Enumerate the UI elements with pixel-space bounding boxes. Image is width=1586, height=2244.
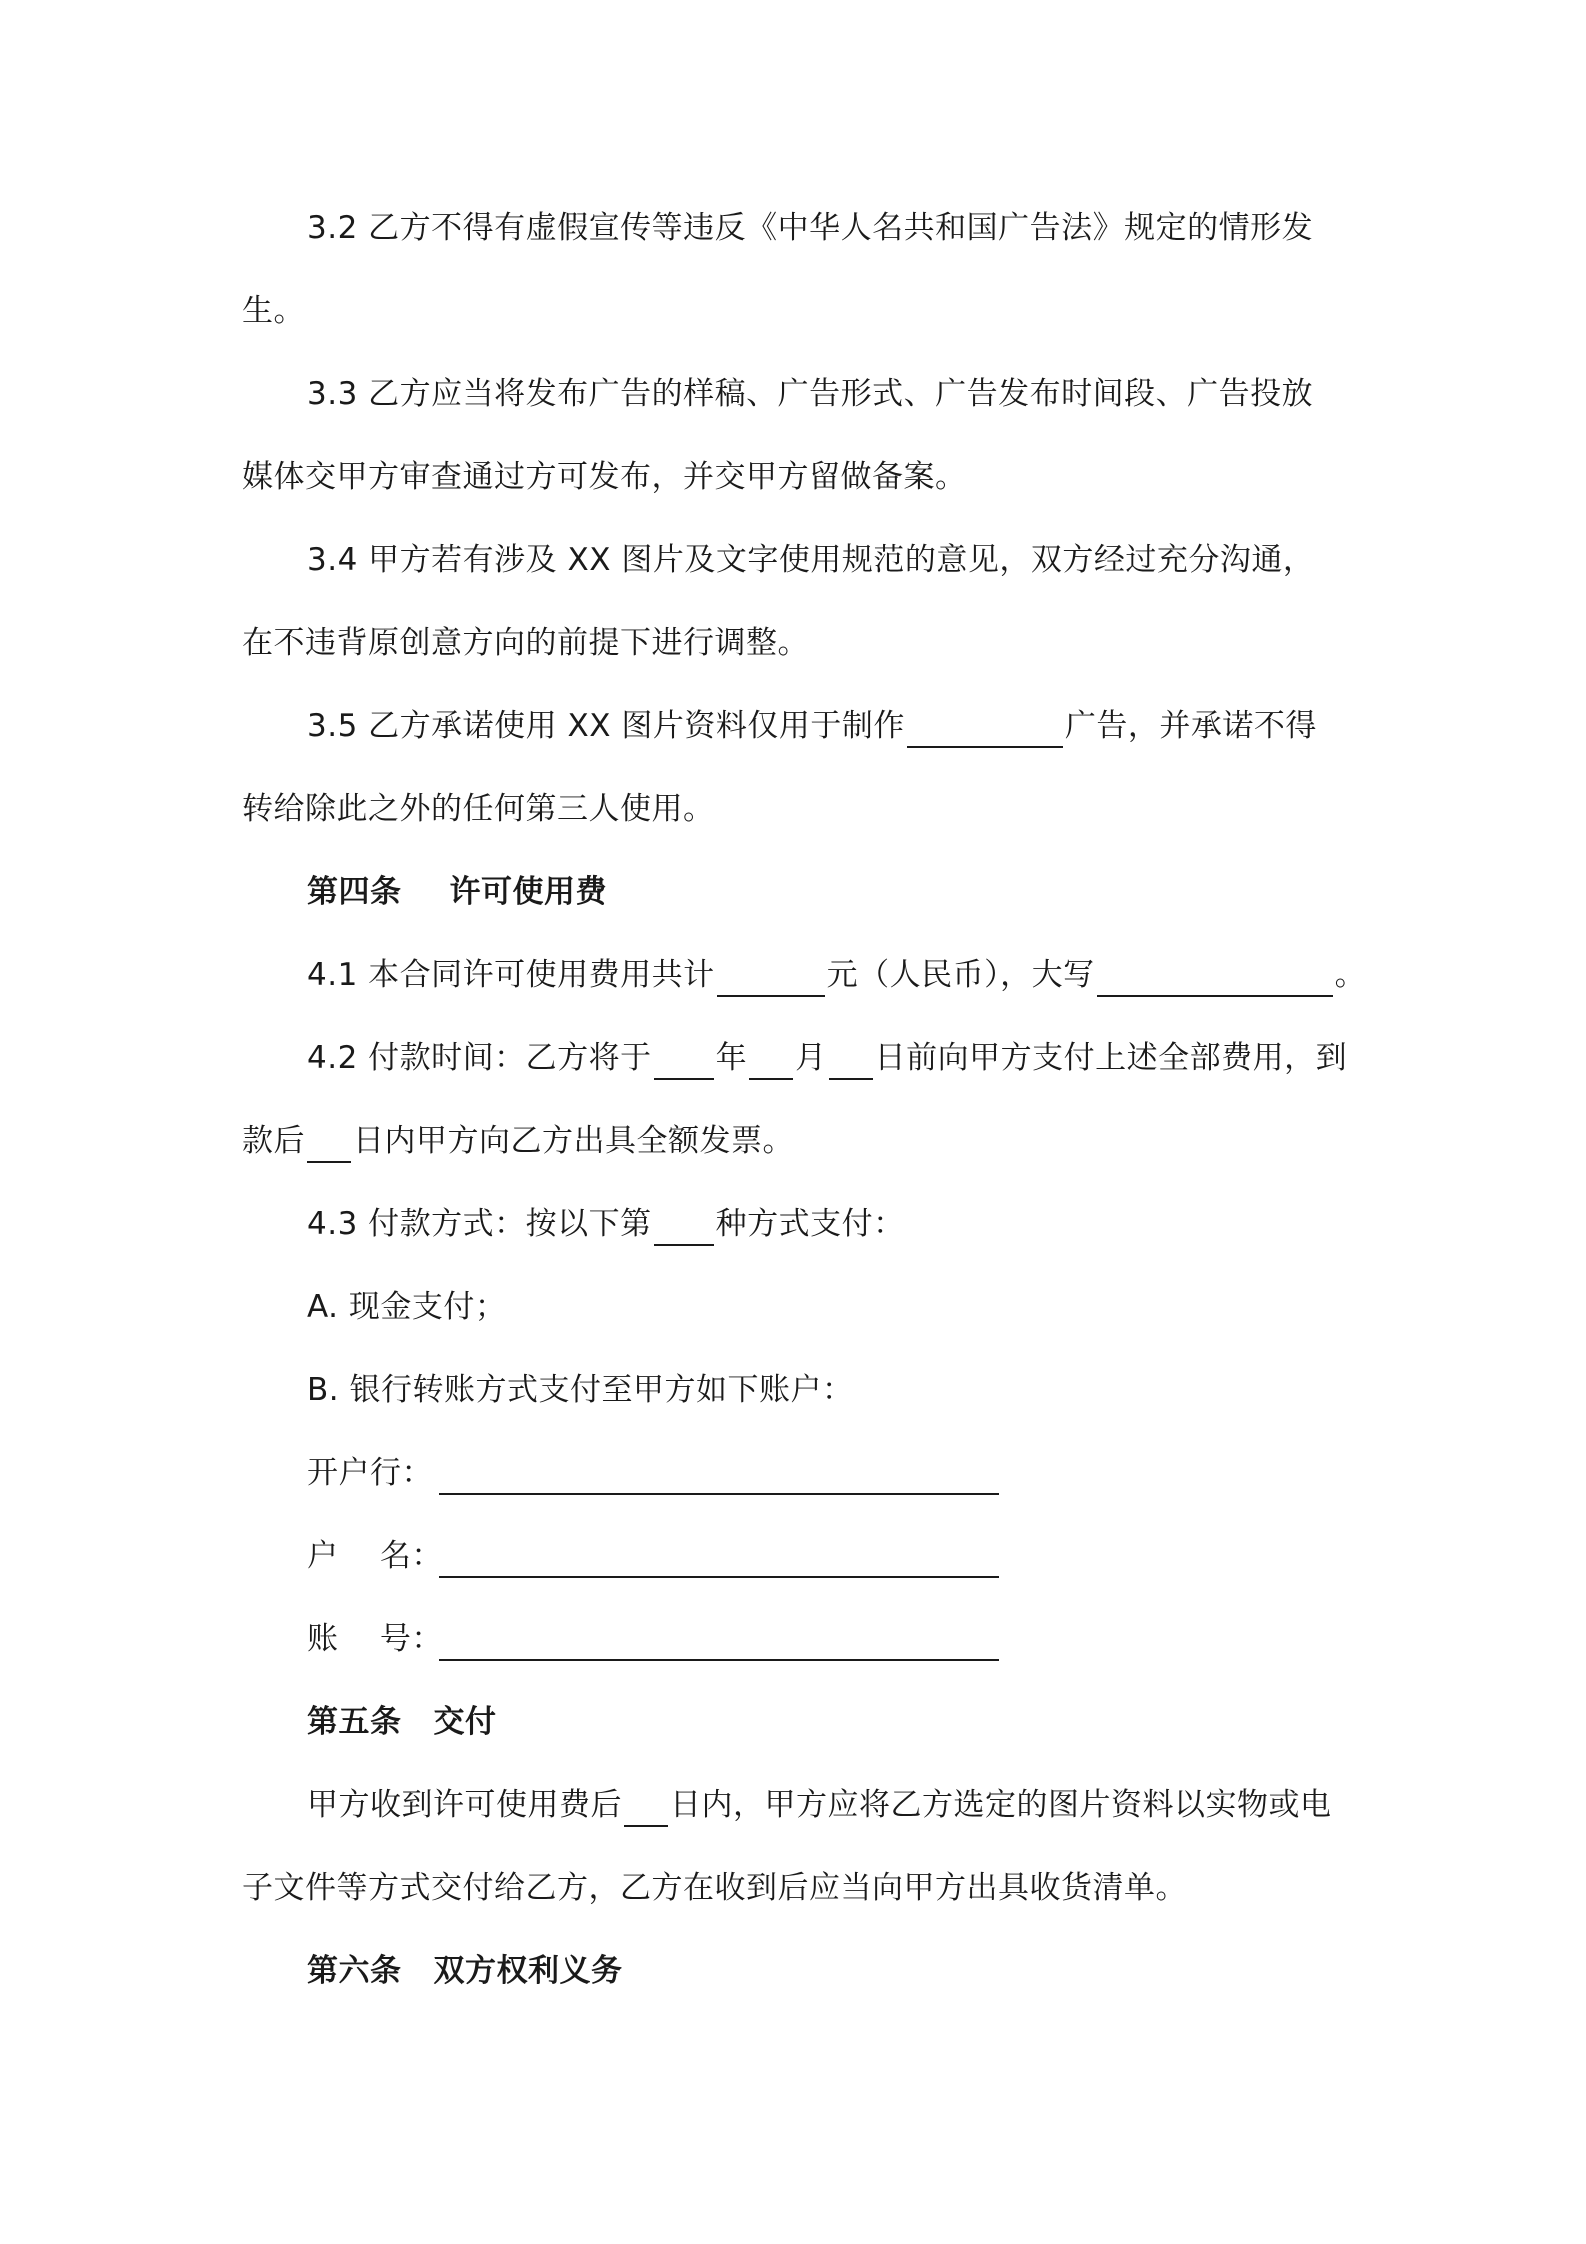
clause-4-2-line2 (242, 1119, 794, 1163)
clause-3-2-line2: 生。 (242, 293, 305, 329)
clause-4-3 (307, 1202, 905, 1246)
article-4-number: 第四条 (307, 874, 402, 910)
fee-amount-blank[interactable] (717, 959, 825, 997)
pay-day-blank[interactable] (829, 1042, 873, 1080)
pay-month-blank[interactable] (749, 1042, 793, 1080)
clause-4-2-line2-a: 款后 (242, 1123, 305, 1159)
clause-5-line1 (307, 1783, 1332, 1827)
option-b-bank: B. 银行转账方式支付至甲方如下账户： (307, 1372, 854, 1408)
account-number-label: 账 号： (307, 1621, 443, 1657)
article-4-heading (307, 870, 607, 914)
clause-4-1-text-c: 。 (1334, 957, 1367, 993)
clause-5-line2: 子文件等方式交付给乙方，乙方在收到后应当向甲方出具收货清单。 (242, 1870, 1187, 1906)
account-number-blank[interactable] (439, 1623, 999, 1661)
bank-name-blank[interactable] (439, 1457, 999, 1495)
article-6-number: 第六条 (307, 1953, 402, 1989)
fee-capital-blank[interactable] (1097, 959, 1333, 997)
article-4-title: 许可使用费 (449, 874, 607, 910)
clause-4-3-text-b: 种方式支付： (715, 1206, 905, 1242)
clause-4-3-text-a: 4.3 付款方式：按以下第 (307, 1206, 652, 1242)
clause-4-1 (307, 953, 1366, 997)
clause-3-5-text-a: 3.5 乙方承诺使用 XX 图片资料仅用于制作 (307, 708, 905, 744)
article-6-heading (307, 1949, 623, 1993)
ad-type-blank[interactable] (907, 710, 1063, 748)
bank-name-label: 开户行： (307, 1455, 433, 1491)
clause-4-2-line2-b: 日内甲方向乙方出具全额发票。 (353, 1123, 794, 1159)
clause-4-2-text-d: 日前向甲方支付上述全部费用，到 (874, 1040, 1348, 1076)
clause-3-3-line2: 媒体交甲方审查通过方可发布，并交甲方留做备案。 (242, 459, 967, 495)
option-a-cash: A. 现金支付； (307, 1289, 507, 1325)
clause-4-2-year: 年 (715, 1040, 748, 1076)
article-5-number: 第五条 (307, 1704, 402, 1740)
clause-4-1-text-b: 元（人民币），大写 (826, 957, 1095, 993)
clause-3-5-line2: 转给除此之外的任何第三人使用。 (242, 791, 715, 827)
bank-name-row (307, 1451, 1001, 1495)
invoice-days-blank[interactable] (307, 1125, 351, 1163)
clause-3-3-line1: 3.3 乙方应当将发布广告的样稿、广告形式、广告发布时间段、广告投放 (307, 376, 1314, 412)
account-name-label: 户 名： (307, 1538, 443, 1574)
pay-method-blank[interactable] (654, 1208, 714, 1246)
article-5-heading (307, 1700, 497, 1744)
pay-year-blank[interactable] (654, 1042, 714, 1080)
account-name-blank[interactable] (439, 1540, 999, 1578)
clause-4-2-text-a: 4.2 付款时间：乙方将于 (307, 1040, 652, 1076)
clause-4-1-text-a: 4.1 本合同许可使用费用共计 (307, 957, 715, 993)
clause-5-text-a: 甲方收到许可使用费后 (307, 1787, 622, 1823)
clause-3-4-line2: 在不违背原创意方向的前提下进行调整。 (242, 625, 809, 661)
clause-3-5-text-b: 广告，并承诺不得 (1064, 708, 1317, 744)
clause-4-2-line1 (307, 1036, 1347, 1080)
account-name-row (307, 1534, 1001, 1578)
clause-4-2-month: 月 (795, 1040, 827, 1076)
article-5-title: 交付 (433, 1704, 497, 1740)
clause-3-5-line1 (307, 704, 1317, 748)
account-number-row (307, 1617, 1001, 1661)
delivery-days-blank[interactable] (624, 1789, 668, 1827)
clause-5-text-b: 日内，甲方应将乙方选定的图片资料以实物或电 (670, 1787, 1332, 1823)
clause-3-4-line1: 3.4 甲方若有涉及 XX 图片及文字使用规范的意见，双方经过充分沟通， (307, 542, 1315, 578)
clause-3-2-line1: 3.2 乙方不得有虚假宣传等违反《中华人名共和国广告法》规定的情形发 (307, 210, 1314, 246)
article-6-title: 双方权利义务 (433, 1953, 623, 1989)
